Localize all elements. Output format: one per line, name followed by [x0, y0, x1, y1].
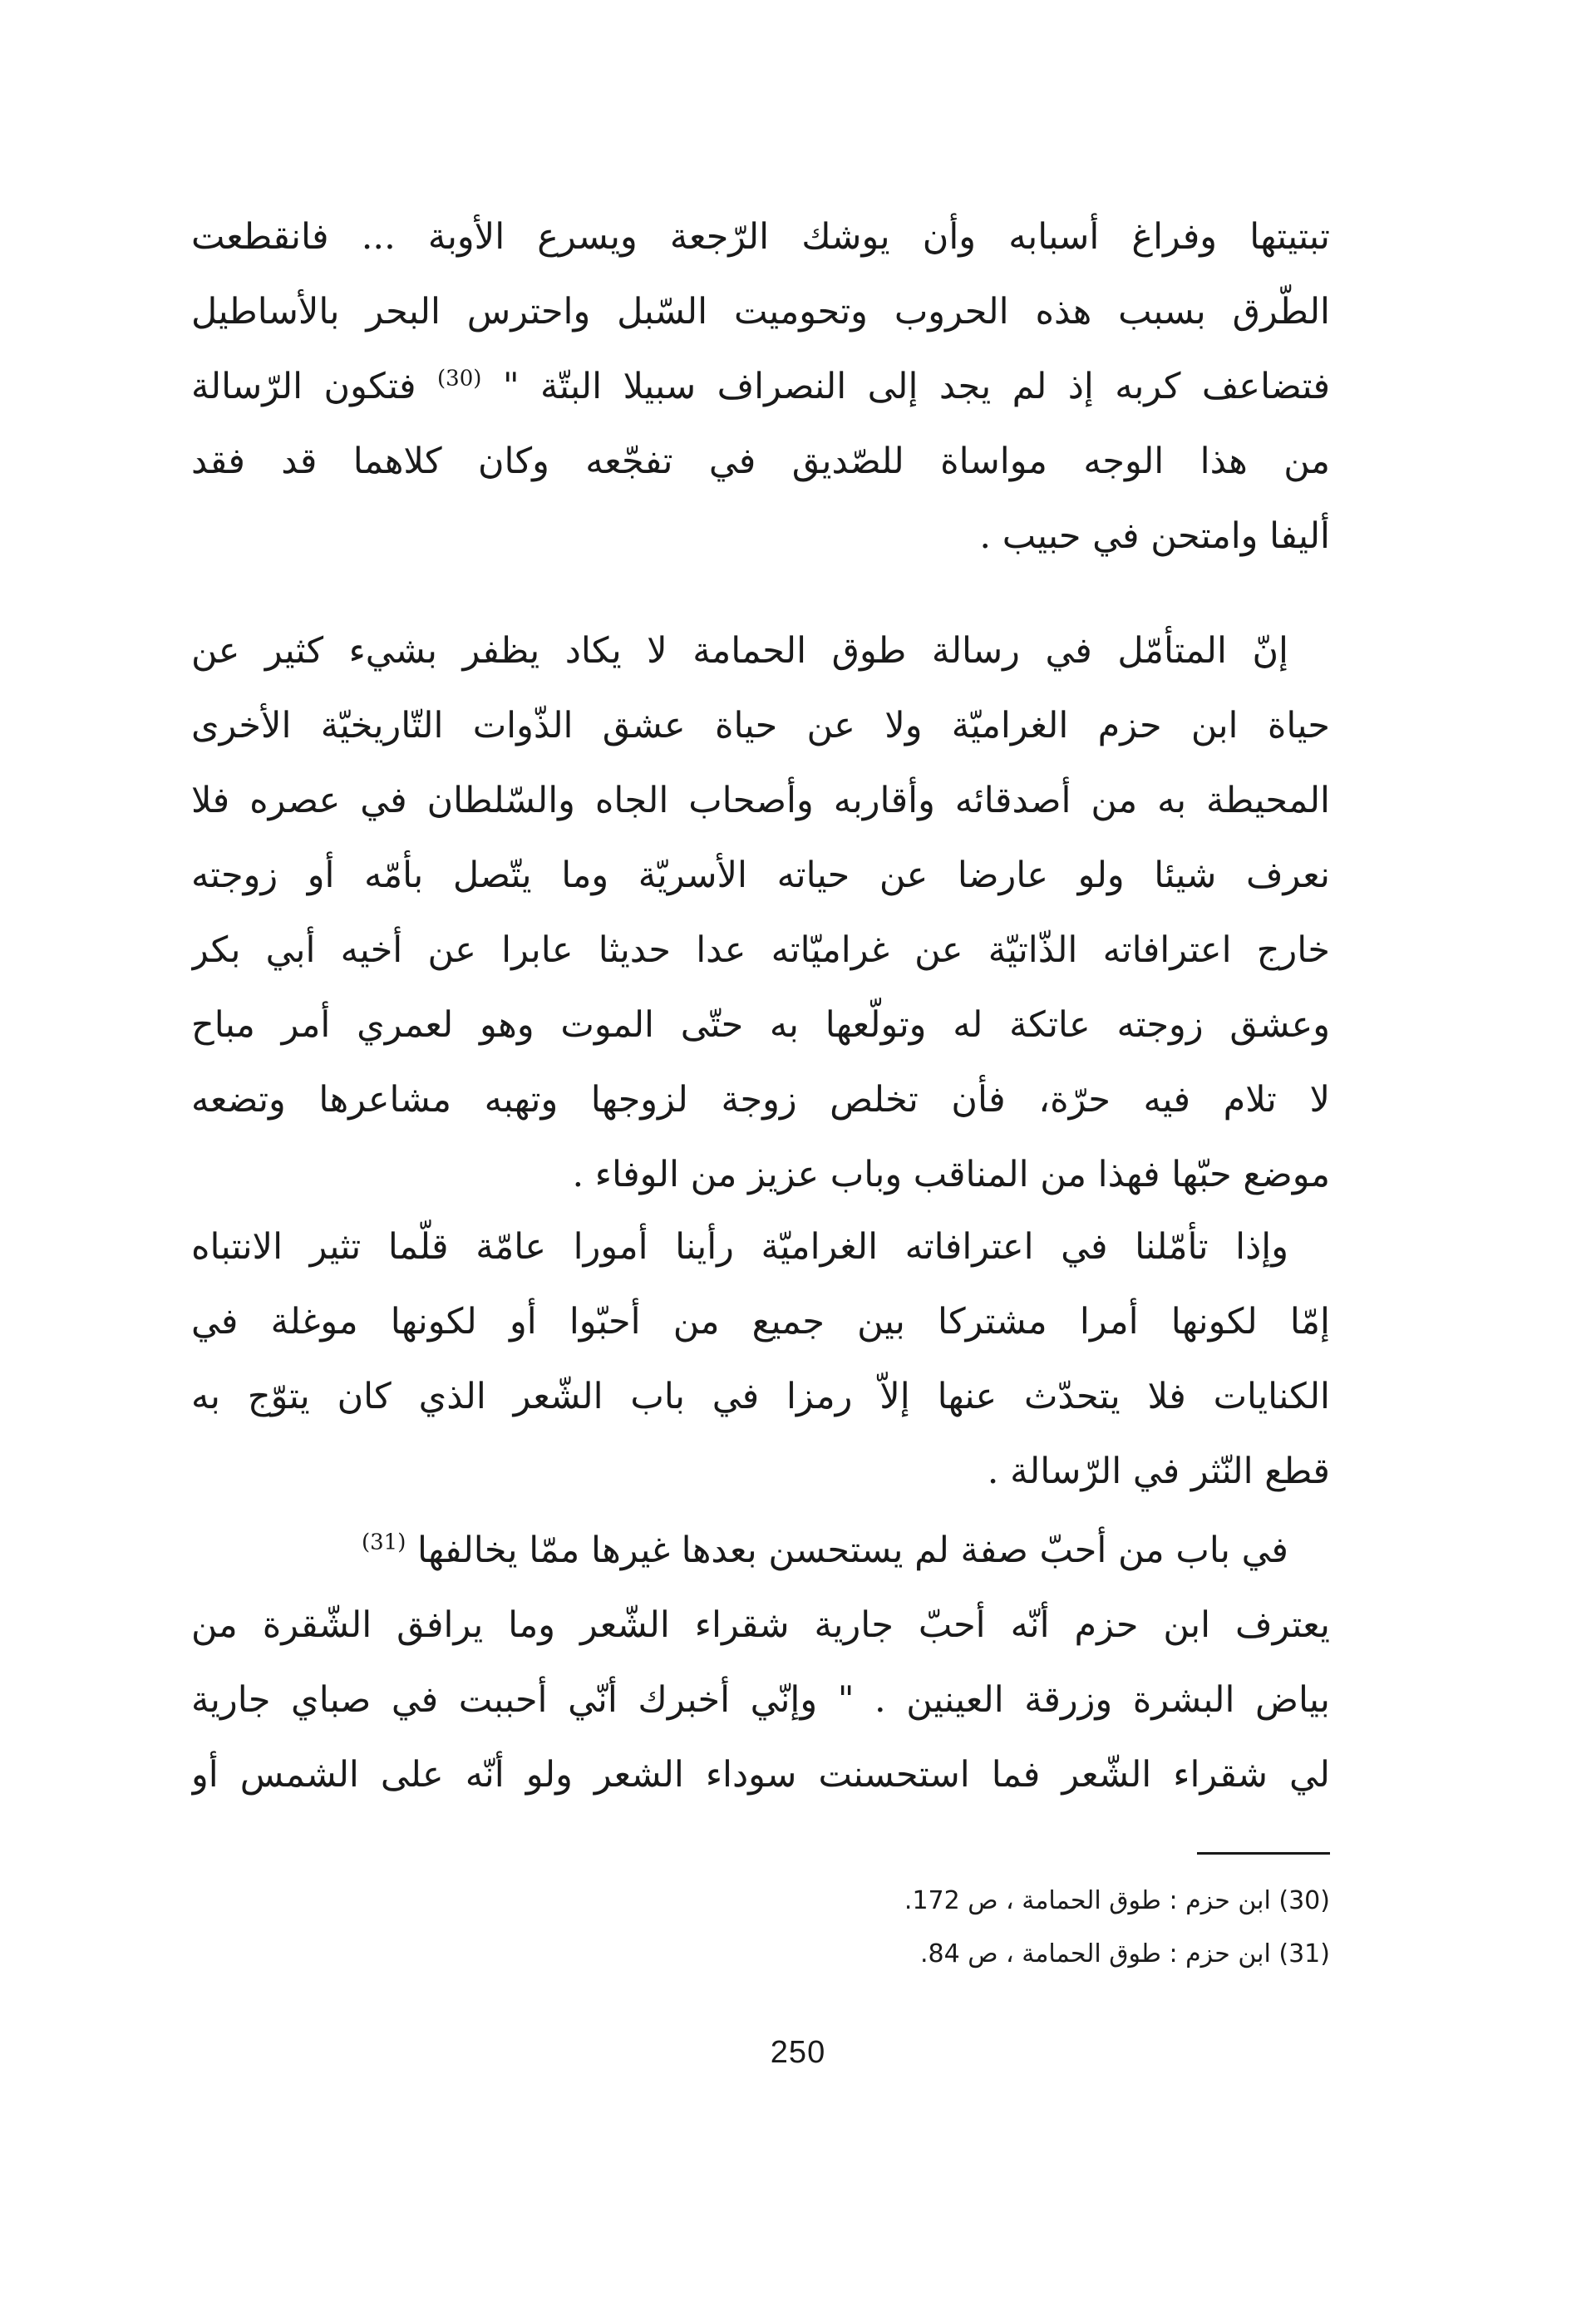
- paragraph-line: يعترف ابن حزم أنّه أحبّ جارية شقراء الشّعر وما يرافق الشّقرة من: [191, 1604, 1330, 1646]
- footnote-30: (30) ابن حزم : طوق الحمامة ، ص 172.: [904, 1886, 1330, 1915]
- paragraph-3: [191, 1210, 1330, 1509]
- paragraph-line: تبتيتها وفراغ أسبابه وأن يوشك الرّجعة ويسرع الأوبة ... فانقطعت: [191, 216, 1330, 258]
- paragraph-line: خارج اعترافاته الذّاتيّة عن غراميّاته عدا حديثا عابرا عن أخيه أبي بكر: [191, 929, 1330, 971]
- footnote-reference-31: (31): [361, 1530, 406, 1555]
- paragraph-2: [191, 613, 1330, 1212]
- paragraph-line: وعشق زوجته عاتكة له وتولّعها به حتّى الموت وهو لعمري أمر مباح: [191, 1004, 1330, 1046]
- paragraph-line: لا تلام فيه حرّة، فأن تخلص زوجة لزوجها وتهبه مشاعرها وتضعه: [191, 1079, 1330, 1121]
- paragraph-line-part: فتكون الرّسالة: [191, 366, 416, 407]
- paragraph-line: بياض البشرة وزرقة العينين . " وإنّي أخبرك أنّي أحببت في صباي جارية: [191, 1679, 1330, 1721]
- paragraph-line: قطع النّثر في الرّسالة .: [987, 1451, 1330, 1492]
- paragraph-line: [191, 349, 1330, 424]
- paragraph-line: المحيطة به من أصدقائه وأقاربه وأصحاب الجاه والسّلطان في عصره فلا: [191, 780, 1330, 821]
- footnote-reference-30: (30): [437, 366, 482, 392]
- paragraph-line: لي شقراء الشّعر فما استحسنت سوداء الشعر ولو أنّه على الشمس أو: [191, 1754, 1330, 1796]
- paragraph-line: إمّا لكونها أمرا مشتركا بين جميع من أحبّوا أو لكونها موغلة في: [191, 1301, 1330, 1343]
- paragraph-line: وإذا تأمّلنا في اعترافاته الغراميّة رأينا أمورا عامّة قلّما تثير الانتباه: [191, 1226, 1288, 1268]
- page-number: 250: [770, 2035, 826, 2070]
- paragraph-line-part: فتضاعف كربه إذ لم يجد إلى النصراف سبيلا البتّة ": [502, 366, 1330, 407]
- footnote-separator: [1197, 1852, 1330, 1855]
- paragraph-line: [191, 1513, 1330, 1588]
- paragraph-line-part: في باب من أحبّ صفة لم يستحسن بعدها غيرها ممّا يخالفها: [417, 1530, 1288, 1571]
- paragraph-4: [191, 1513, 1330, 1812]
- footnotes: [191, 1875, 1330, 1981]
- paragraph-line: موضع حبّها فهذا من المناقب وباب عزيز من الوفاء .: [572, 1154, 1330, 1195]
- paragraph-line: الكنايات فلا يتحدّث عنها إلاّ رمزا في باب الشّعر الذي كان يتوّج به: [191, 1376, 1330, 1417]
- paragraph-line: الطّرق بسبب هذه الحروب وتحوميت السّبل واحترس البحر بالأساطيل: [191, 291, 1330, 333]
- paragraph-line: إنّ المتأمّل في رسالة طوق الحمامة لا يكاد يظفر بشيء كثير عن: [191, 630, 1288, 672]
- paragraph-line: حياة ابن حزم الغراميّة ولا عن حياة عشق الذّوات التّاريخيّة الأخرى: [191, 705, 1330, 746]
- paragraph-1: [191, 200, 1330, 574]
- footnote-31: (31) ابن حزم : طوق الحمامة ، ص 84.: [919, 1939, 1330, 1968]
- paragraph-line: أليفا وامتحن في حبيب .: [979, 515, 1330, 557]
- paragraph-line: من هذا الوجه مواساة للصّديق في تفجّعه وكان كلاهما قد فقد: [191, 441, 1330, 482]
- paragraph-line: نعرف شيئا ولو عارضا عن حياته الأسريّة وما يتّصل بأمّه أو زوجته: [191, 855, 1330, 896]
